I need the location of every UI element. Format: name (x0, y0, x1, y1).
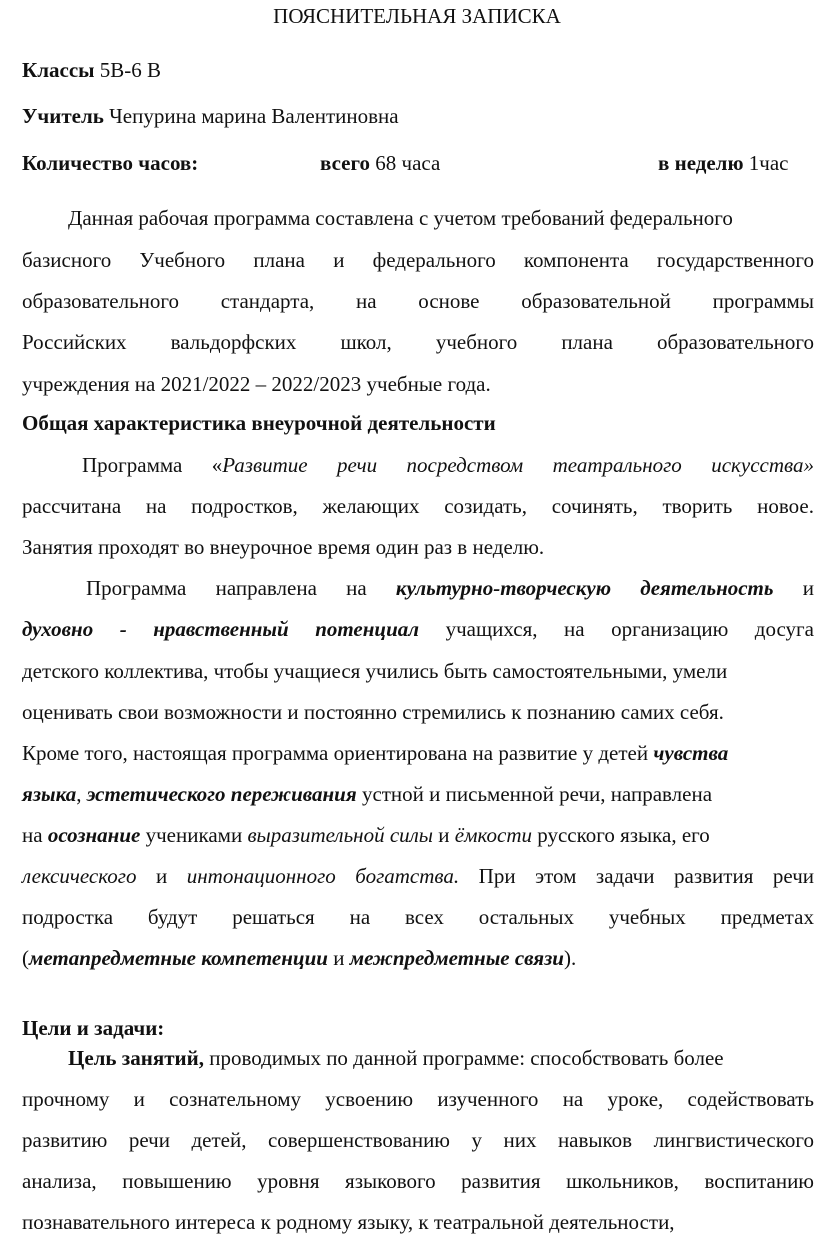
word: стандарта, (220, 289, 315, 313)
para3-line3: детского коллектива, чтобы учащиеся учились быть самостоятельными, умели (22, 659, 728, 683)
word: Программа (82, 453, 183, 477)
word: театрального (552, 453, 682, 477)
para3-line7 (22, 823, 814, 847)
word: развития (674, 864, 754, 888)
week-value: 1час (743, 151, 789, 175)
word: учебного (435, 330, 518, 354)
word: сочинять, (551, 494, 638, 518)
text-run: и (327, 946, 350, 970)
word: «Развитие (211, 453, 308, 477)
word: Учебного (139, 248, 226, 272)
emphasis: межпредметные связи (349, 946, 564, 970)
total-value: 68 часа (370, 151, 441, 175)
teacher-line (22, 104, 814, 128)
hours-line (22, 151, 814, 175)
emphasis: осознание (47, 823, 141, 847)
word: развития (461, 1169, 541, 1193)
word: повышению (122, 1169, 232, 1193)
word: образовательного (657, 330, 814, 354)
text-run: ). (563, 946, 577, 970)
emphasis: деятельность (640, 576, 774, 600)
word: на (356, 289, 377, 313)
word: у (471, 1128, 482, 1152)
word: программы (712, 289, 814, 313)
word: на (564, 617, 585, 641)
para3-line6 (22, 782, 814, 806)
word: содействовать (687, 1087, 814, 1111)
para2-line1 (22, 453, 814, 477)
classes-line (22, 58, 814, 82)
text-run: , (76, 782, 87, 806)
word: этом (535, 864, 577, 888)
hours-label: Количество часов: (22, 151, 199, 175)
week-label: в неделю (658, 151, 744, 175)
word: речи (772, 864, 814, 888)
word: воспитанию (704, 1169, 814, 1193)
word: государственного (656, 248, 814, 272)
classes-label: Классы (22, 58, 95, 82)
para3-line9 (22, 905, 814, 929)
word: плана (253, 248, 305, 272)
text-run: русского языка, его (532, 823, 710, 847)
emphasis: - (119, 617, 127, 641)
para1-line2 (22, 248, 814, 272)
emphasis: нравственный (153, 617, 289, 641)
word: базисного (22, 248, 112, 272)
para3-line2 (22, 617, 814, 641)
word: творить (662, 494, 733, 518)
word: Программа (86, 576, 187, 600)
word: всех (405, 905, 444, 929)
word: При (478, 864, 516, 888)
word: желающих (322, 494, 420, 518)
para2-line3: Занятия проходят во внеурочное время один раз в неделю. (22, 535, 545, 559)
word: Российских (22, 330, 127, 354)
teacher-value: Чепурина марина Валентиновна (103, 104, 399, 128)
para1-line5: учреждения на 2021/2022 – 2022/2023 учебные года. (22, 372, 491, 396)
word: образовательного (22, 289, 179, 313)
word: прочному (22, 1087, 110, 1111)
word: анализа, (22, 1169, 97, 1193)
word: речи (128, 1128, 170, 1152)
word: на (562, 1087, 584, 1111)
word: учебных (608, 905, 686, 929)
emphasis: метапредметные компетенции (29, 946, 328, 970)
weekly-hours (658, 151, 788, 175)
word: рассчитана (22, 494, 122, 518)
doc-title: ПОЯСНИТЕЛЬНАЯ ЗАПИСКА (273, 4, 561, 28)
word: совершенствованию (267, 1128, 450, 1152)
word: новое. (757, 494, 814, 518)
para2-line2 (22, 494, 814, 518)
word: уровня (257, 1169, 320, 1193)
emphasis: духовно (22, 617, 94, 641)
text-run: на (22, 823, 48, 847)
word: федерального (372, 248, 496, 272)
emphasis: языка (22, 782, 77, 806)
word: и (133, 1087, 145, 1111)
italic-run: интонационного (186, 864, 336, 888)
word: и (802, 576, 814, 600)
teacher-label: Учитель (22, 104, 104, 128)
text-run: и (433, 823, 455, 847)
para3-line10 (22, 946, 814, 970)
total-hours (320, 151, 440, 175)
word: детей, (191, 1128, 247, 1152)
text-run: ( (22, 946, 29, 970)
word: изученного (437, 1087, 539, 1111)
word: на (145, 494, 167, 518)
word: навыков (557, 1128, 633, 1152)
bold-run: Цель занятий, (68, 1046, 204, 1070)
word: будут (147, 905, 198, 929)
para3-line8 (22, 864, 814, 888)
para1-line1: Данная рабочая программа составлена с учетом требований федерального (68, 206, 733, 230)
word: подростков, (191, 494, 298, 518)
word: лингвистического (653, 1128, 814, 1152)
word: школьников, (566, 1169, 679, 1193)
emphasis: потенциал (315, 617, 420, 641)
section-heading-characteristics (22, 411, 814, 435)
word: посредством (406, 453, 524, 477)
text-run: устной и письменной речи, направлена (356, 782, 713, 806)
word: и (155, 864, 168, 888)
word: направлена (215, 576, 317, 600)
word: развитию (22, 1128, 108, 1152)
para3-line5 (22, 741, 814, 765)
italic-run: выразительной силы (247, 823, 434, 847)
para1-line3 (22, 289, 814, 313)
word: созидать, (444, 494, 528, 518)
para1-line4 (22, 330, 814, 354)
para4-line4 (22, 1169, 814, 1193)
para4-line1 (22, 1046, 814, 1070)
para3-line1 (22, 576, 814, 600)
para3-line4: оценивать свои возможности и постоянно стремились к познанию самих себя. (22, 700, 724, 724)
word: подростка (22, 905, 114, 929)
heading-text: Общая характеристика внеурочной деятельности (22, 411, 496, 435)
word: плана (561, 330, 613, 354)
word: образовательной (521, 289, 671, 313)
word: решаться (232, 905, 315, 929)
word: речи (337, 453, 378, 477)
emphasis: чувства (653, 741, 729, 765)
emphasis: культурно-творческую (395, 576, 612, 600)
word: основе (418, 289, 480, 313)
word: компонента (523, 248, 629, 272)
word: досуга (754, 617, 814, 641)
word: сознательному (169, 1087, 301, 1111)
word: на (349, 905, 371, 929)
word: на (346, 576, 367, 600)
heading-text: Цели и задачи: (22, 1016, 165, 1040)
word: задачи (595, 864, 655, 888)
word: остальных (478, 905, 574, 929)
section-heading-goals (22, 1016, 814, 1040)
word: организацию (611, 617, 729, 641)
para4-line5: познавательного интереса к родному языку, к театральной деятельности, (22, 1210, 675, 1234)
word: вальдорфских (170, 330, 297, 354)
word: усвоению (325, 1087, 414, 1111)
word: предметах (720, 905, 814, 929)
text-run: Кроме того, настоящая программа ориентирована на развитие у детей (22, 741, 654, 765)
text-run: учениками (140, 823, 248, 847)
text-run: проводимых по данной программе: способствовать более (203, 1046, 724, 1070)
para4-line2 (22, 1087, 814, 1111)
italic-run: богатства. (355, 864, 460, 888)
italic-run: ёмкости (454, 823, 532, 847)
word: школ, (340, 330, 392, 354)
emphasis: эстетического переживания (86, 782, 357, 806)
word: уроке, (607, 1087, 664, 1111)
italic-run: лексического (22, 864, 137, 888)
word: учащихся, (445, 617, 538, 641)
total-label: всего (320, 151, 371, 175)
word: и (333, 248, 345, 272)
word: них (503, 1128, 537, 1152)
para4-line3 (22, 1128, 814, 1152)
word: языкового (345, 1169, 436, 1193)
word: искусства» (711, 453, 814, 477)
classes-value: 5В-6 В (94, 58, 162, 82)
